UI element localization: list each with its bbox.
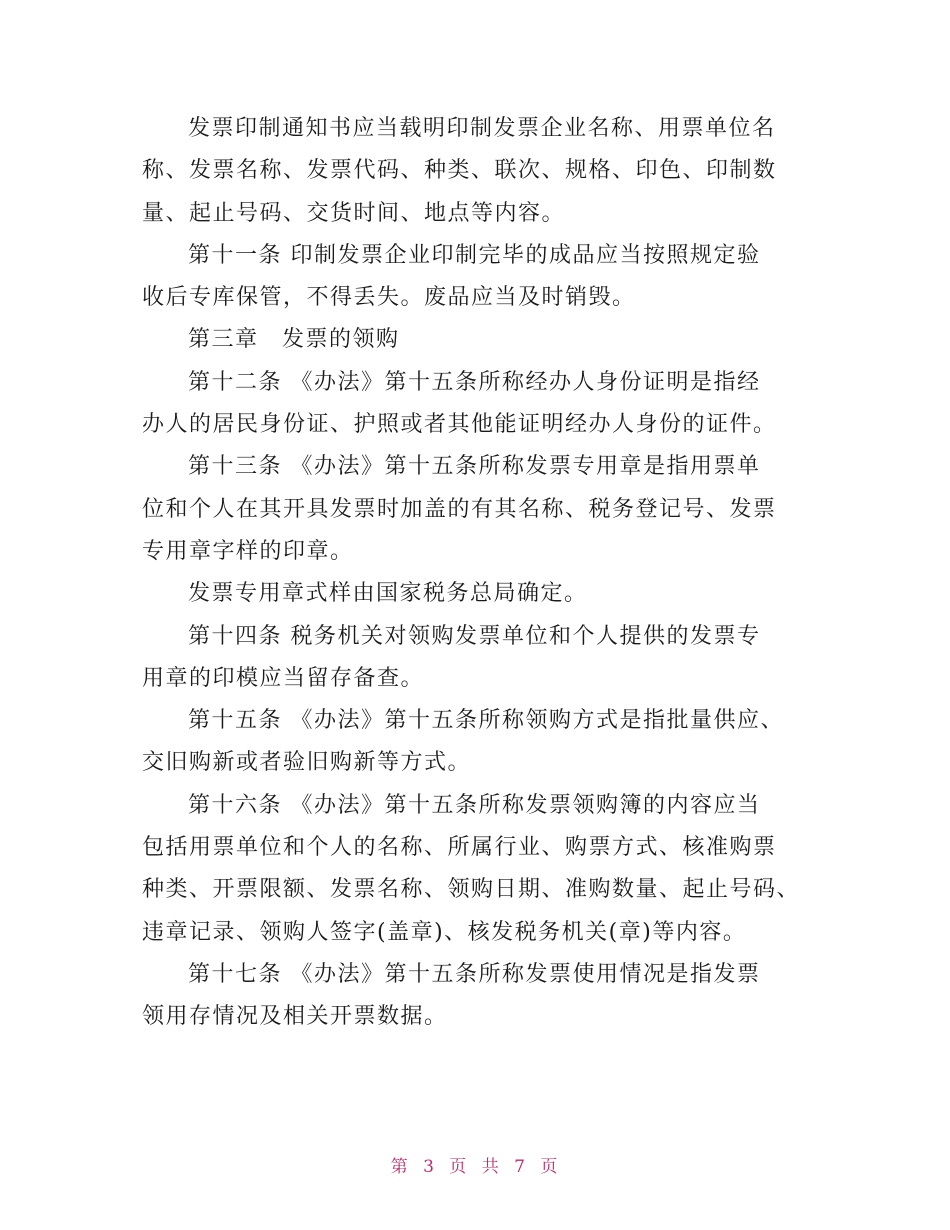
text-line: 位和个人在其开具发票时加盖的有其名称、税务登记号、发票 bbox=[142, 496, 777, 522]
text-line: 包括用票单位和个人的名称、所属行业、购票方式、核准购票 bbox=[142, 835, 777, 861]
text-line: 违章记录、领购人签字(盖章)、核发税务机关(章)等内容。 bbox=[142, 919, 747, 945]
text-line: 交旧购新或者验旧购新等方式。 bbox=[142, 750, 472, 776]
text-line: 第十六条 《办法》第十五条所称发票领购簿的内容应当 bbox=[188, 792, 761, 818]
text-line: 第十二条 《办法》第十五条所称经办人身份证明是指经 bbox=[188, 369, 761, 395]
text-line: 第十五条 《办法》第十五条所称领购方式是指批量供应、 bbox=[188, 708, 784, 734]
total-page-count: 7 bbox=[514, 1157, 527, 1177]
footer-suffix: 页 bbox=[540, 1157, 560, 1177]
text-line: 专用章字样的印章。 bbox=[142, 538, 354, 564]
page-number-footer bbox=[0, 1152, 950, 1177]
text-line: 办人的居民身份证、护照或者其他能证明经办人身份的证件。 bbox=[142, 412, 777, 438]
text-line: 发票印制通知书应当载明印制发票企业名称、用票单位名 bbox=[188, 116, 776, 141]
text-line: 称、发票名称、发票代码、种类、联次、规格、印色、印制数 bbox=[142, 158, 777, 184]
current-page-number: 3 bbox=[423, 1157, 436, 1177]
text-line: 第十三条 《办法》第十五条所称发票专用章是指用票单 bbox=[188, 454, 761, 480]
chapter-heading: 第三章 发票的领购 bbox=[188, 327, 400, 353]
text-line: 第十七条 《办法》第十五条所称发票使用情况是指发票 bbox=[188, 961, 761, 987]
footer-page-word: 页 bbox=[449, 1157, 469, 1177]
footer-total-prefix: 共 bbox=[481, 1157, 501, 1177]
text-line: 种类、开票限额、发票名称、领购日期、准购数量、起止号码、 bbox=[142, 877, 801, 903]
document-body bbox=[142, 108, 832, 1039]
text-line: 量、起止号码、交货时间、地点等内容。 bbox=[142, 200, 566, 226]
footer-prefix: 第 bbox=[390, 1157, 410, 1177]
text-line: 第十四条 税务机关对领购发票单位和个人提供的发票专 bbox=[188, 623, 761, 649]
text-line: 领用存情况及相关开票数据。 bbox=[142, 1004, 448, 1030]
text-line: 收后专库保管，不得丢失。废品应当及时销毁。 bbox=[142, 285, 636, 311]
text-line: 第十一条 印制发票企业印制完毕的成品应当按照规定验 bbox=[188, 242, 761, 268]
text-line: 用章的印模应当留存备查。 bbox=[142, 665, 425, 691]
text-line: 发票专用章式样由国家税务总局确定。 bbox=[188, 581, 588, 607]
